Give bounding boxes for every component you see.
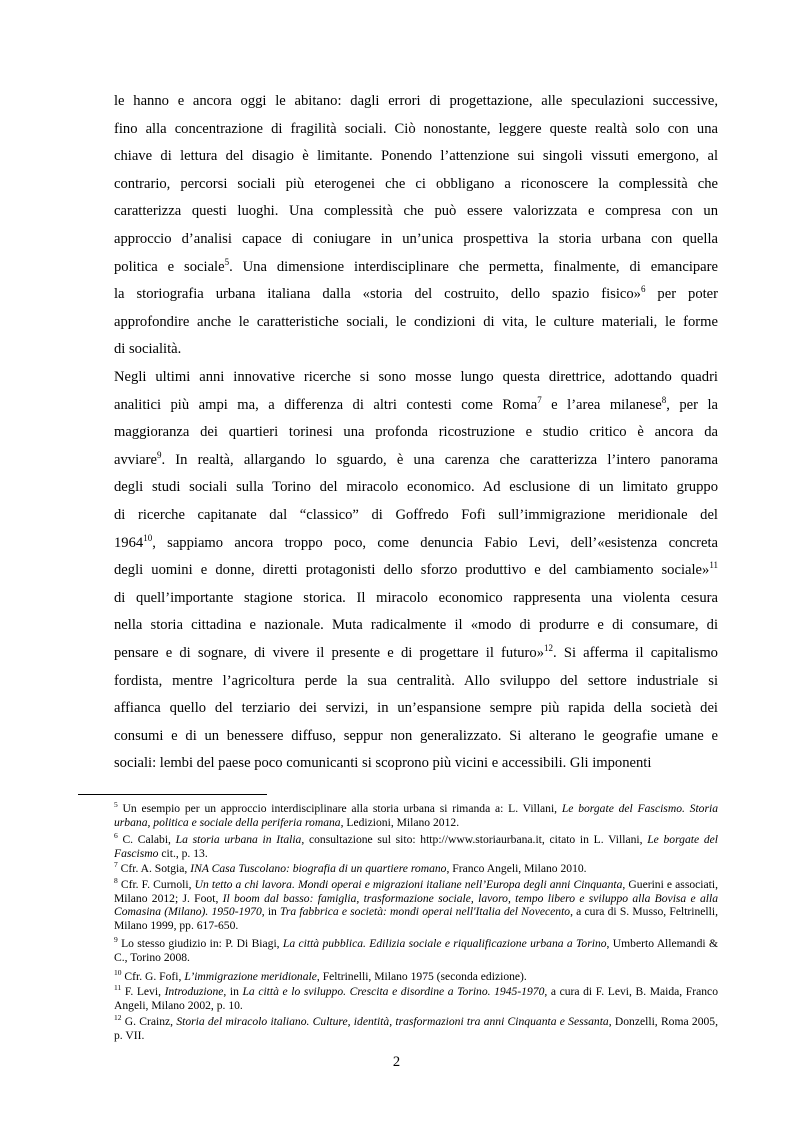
footnote-separator bbox=[78, 794, 267, 795]
footnote-title: Le borgate del Fascismo. Storia urbana, politica e sociale della periferia romana bbox=[114, 802, 718, 829]
footnote bbox=[114, 802, 718, 829]
body-line bbox=[114, 450, 718, 470]
body-line: fino alla concentrazione di fragilità sociali. Ciò nonostante, leggere queste realtà solo con una bbox=[114, 120, 718, 137]
footnote-title: La città e lo sviluppo. Crescita e disordine a Torino. 1945-1970 bbox=[242, 985, 545, 998]
body-line: nella storia cittadina e nazionale. Muta radicalmente il «modo di produrre e di consumare, di bbox=[114, 617, 718, 634]
footnote-reference[interactable]: 10 bbox=[143, 532, 153, 543]
body-text-segment: la storiografia urbana italiana dalla «storia del costruito, dello spazio fisico» bbox=[114, 286, 641, 303]
body-line: approccio d’analisi capace di coniugare in un’unica prospettiva la storia urbana con quella bbox=[114, 231, 718, 247]
footnote bbox=[114, 862, 718, 876]
body-line: approfondire anche le caratteristiche sociali, le condizioni di vita, le culture materiali, le forme bbox=[114, 313, 718, 330]
body-line bbox=[114, 257, 718, 277]
footnote-number: 7 bbox=[114, 860, 118, 870]
page-number: 2 bbox=[392, 1054, 401, 1070]
footnote bbox=[114, 833, 718, 860]
footnote-reference[interactable]: 12 bbox=[544, 643, 554, 654]
footnote-text: G. Crainz, bbox=[121, 1015, 177, 1028]
footnote-reference[interactable]: 9 bbox=[156, 449, 162, 460]
footnote-title: La città pubblica. Edilizia sociale e riqualificazione urbana a Torino bbox=[282, 937, 607, 950]
footnote-number: 5 bbox=[114, 800, 118, 810]
body-line: di socialità. bbox=[114, 341, 182, 358]
footnote bbox=[114, 937, 718, 964]
footnote-text: cit., p. 13. bbox=[158, 846, 208, 860]
footnote-text: Cfr. F. Curnoli, bbox=[117, 878, 195, 891]
body-text-segment: . Si afferma il capitalismo bbox=[553, 645, 718, 661]
body-line bbox=[114, 284, 718, 304]
footnote-reference[interactable]: 5 bbox=[224, 256, 230, 267]
body-line bbox=[114, 395, 718, 415]
body-text-segment: . Una dimensione interdisciplinare che permetta, finalmente, di emancipare bbox=[229, 258, 718, 275]
footnote-reference[interactable]: 6 bbox=[640, 284, 646, 295]
footnote-text: , Franco Angeli, Milano 2010. bbox=[446, 862, 587, 875]
footnote-reference[interactable]: 8 bbox=[661, 394, 667, 405]
footnote-title: La storia urbana in Italia bbox=[175, 833, 302, 846]
footnote-text: , in bbox=[223, 985, 243, 998]
body-text-segment: per poter bbox=[645, 286, 719, 303]
footnote bbox=[114, 878, 718, 932]
footnote-title: Le borgate del Fascismo bbox=[114, 833, 718, 860]
footnote-text: C. Calabi, bbox=[117, 833, 176, 846]
footnote-text: Cfr. G. Fofi, bbox=[121, 970, 185, 983]
footnote-title: Storia del miracolo italiano. Culture, identità, trasformazioni tra anni Cinquanta e Sessanta bbox=[176, 1015, 609, 1028]
body-text-segment: politica e sociale bbox=[114, 258, 225, 275]
body-text-segment: degli uomini e donne, diretti protagonisti dello sforzo produttivo e del cambiamento sociale» bbox=[114, 562, 710, 579]
footnote-reference[interactable]: 11 bbox=[709, 560, 718, 571]
footnote-text: , Guerini e associati, Milano 2012; J. Foot, bbox=[114, 878, 718, 905]
body-text-segment: avviare bbox=[114, 451, 157, 468]
footnote bbox=[114, 985, 718, 1012]
body-line: fordista, mentre l’agricoltura perde la sua centralità. Allo sviluppo del settore industriale si bbox=[114, 672, 718, 689]
footnote-title: Tra fabbrica e società: mondi operai nell'Italia del Novecento bbox=[280, 905, 571, 918]
footnote-text: , Donzelli, Roma 2005, p. VII. bbox=[114, 1015, 718, 1042]
footnote-title: INA Casa Tuscolano: biografia di un quartiere romano bbox=[190, 862, 447, 875]
body-line: chiave di lettura del disagio è limitante. Ponendo l’attenzione sui singoli vissuti emergono, al bbox=[114, 148, 718, 165]
footnote-reference[interactable]: 7 bbox=[537, 394, 542, 405]
footnote-title: Introduzione bbox=[164, 985, 224, 998]
footnote-number: 6 bbox=[114, 831, 118, 841]
footnote-number: 8 bbox=[114, 876, 118, 886]
body-text-segment: . In realtà, allargando lo sguardo, è una carenza che caratterizza l’intero panorama bbox=[161, 451, 718, 468]
footnote-number: 12 bbox=[114, 1013, 122, 1023]
body-text-segment: e l’area milanese bbox=[541, 396, 662, 413]
body-text-segment: , per la bbox=[666, 396, 718, 413]
body-line: contrario, percorsi sociali più eterogenei che ci obbligano a riconoscere la complessità che bbox=[114, 175, 718, 192]
footnote-number: 9 bbox=[114, 935, 118, 945]
footnote-text: , Feltrinelli, Milano 1975 (seconda edizione). bbox=[316, 970, 527, 983]
footnote-text: , a cura di F. Levi, B. Maida, Franco Angeli, Milano 2002, p. 10. bbox=[114, 985, 718, 1012]
footnote-number: 11 bbox=[114, 983, 122, 993]
footnote-text: , consultazione sul sito: http://www.storiaurbana.it, citato in L. Villani, bbox=[301, 833, 648, 846]
body-line bbox=[114, 560, 718, 580]
body-line: di ricerche capitanate dal “classico” di Goffredo Fofi sull’immigrazione meridionale del bbox=[114, 507, 718, 523]
footnote-number: 10 bbox=[114, 968, 122, 978]
body-line: affianca quello del terziario dei servizi, in un’espansione sempre più rapida della società dei bbox=[114, 700, 718, 717]
footnote-text: F. Levi, bbox=[121, 985, 165, 998]
body-line bbox=[114, 533, 718, 553]
footnote-text: , Umberto Allemandi & C., Torino 2008. bbox=[114, 937, 718, 964]
footnote-text: , in bbox=[261, 905, 281, 918]
footnote-text: Cfr. A. Sotgia, bbox=[117, 862, 191, 875]
footnote bbox=[114, 970, 718, 984]
body-text-segment: , sappiamo ancora troppo poco, come denuncia Fabio Levi, dell’«esistenza concreta bbox=[152, 534, 718, 551]
body-line: le hanno e ancora oggi le abitano: dagli errori di progettazione, alle speculazioni successive, bbox=[114, 93, 718, 109]
footnote-text: , Ledizioni, Milano 2012. bbox=[340, 815, 460, 829]
footnote-title: L’immigrazione meridionale bbox=[184, 970, 317, 983]
body-text-segment: 1964 bbox=[114, 534, 144, 551]
body-text-segment: pensare e di sognare, di vivere il presente e di progettare il futuro» bbox=[114, 645, 545, 661]
body-line: maggioranza dei quartieri torinesi una profonda ricostruzione e studio critico è ancora da bbox=[114, 424, 718, 441]
body-line: sociali: lembi del paese poco comunicanti si scoprono più vicini e accessibili. Gli imponenti bbox=[114, 755, 652, 772]
body-line: di quell’importante stagione storica. Il miracolo economico rappresenta una violenta cesura bbox=[114, 589, 718, 606]
body-line: Negli ultimi anni innovative ricerche si sono mosse lungo questa direttrice, adottando quadri bbox=[114, 369, 718, 385]
footnote bbox=[114, 1015, 718, 1042]
footnote-title: Un tetto a chi lavora. Mondi operai e migrazioni italiane nell’Europa degli anni Cinquanta bbox=[194, 878, 623, 891]
body-line: consumi e di un benessere diffuso, seppur non generalizzato. Si alterano le geografie umane e bbox=[114, 727, 718, 744]
body-line bbox=[114, 643, 718, 663]
body-line: degli studi sociali sulla Torino del miracolo economico. Ad esclusione di un limitato gruppo bbox=[114, 479, 718, 496]
body-text-segment: analitici più ampi ma, a differenza di altri contesti come Roma bbox=[114, 396, 538, 413]
footnote-text: Lo stesso giudizio in: P. Di Biagi, bbox=[117, 937, 283, 950]
footnote-title: Il boom dal basso: famiglia, trasformazione sociale, lavoro, tempo libero e sviluppo alla Bovisa e alla Comasina (Milano). 1950-1970 bbox=[114, 891, 718, 918]
footnote-text: , a cura di S. Musso, Feltrinelli, Milano 1999, pp. 617-650. bbox=[114, 905, 718, 932]
footnote-text: Un esempio per un approccio interdisciplinare alla storia urbana si rimanda a: L. Villani, bbox=[117, 802, 562, 815]
body-line: caratterizza questi luoghi. Una complessità che può essere valorizzata e compresa con un bbox=[114, 203, 718, 220]
